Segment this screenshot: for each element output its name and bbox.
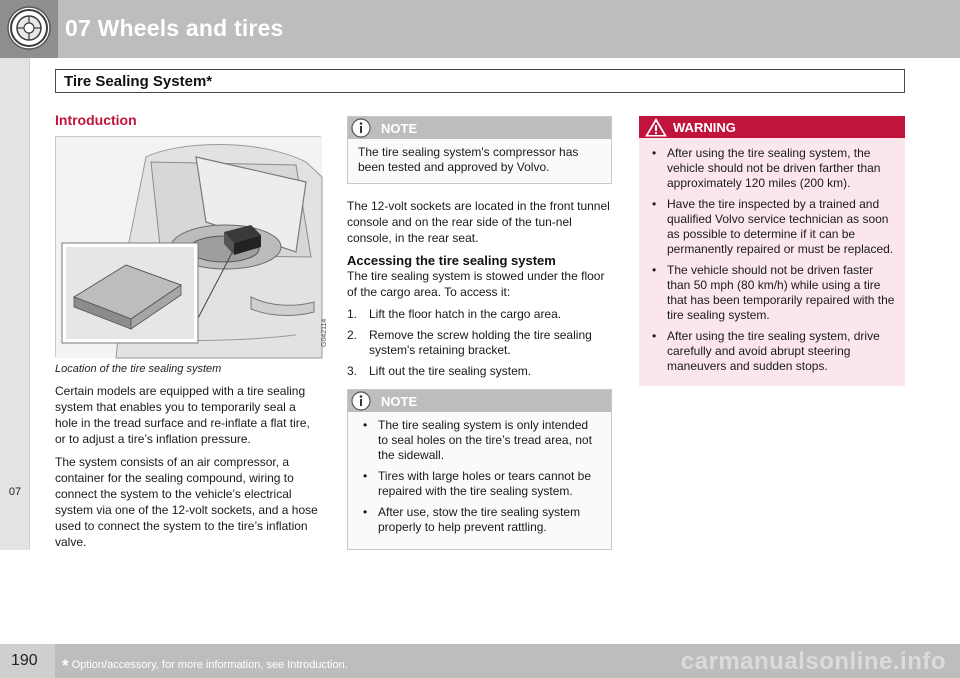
warning-bullet: • After using the tire sealing system, drive carefully and avoid abrupt steering maneuvers and sudden stops. — [647, 329, 897, 374]
column-introduction — [55, 112, 328, 557]
note-label: NOTE — [381, 394, 418, 409]
step-number: 3. — [347, 364, 358, 378]
tire-icon — [6, 5, 52, 51]
note-bullet: • After use, stow the tire sealing system properly to help prevent rattling. — [358, 505, 601, 535]
step-text: Remove the screw holding the tire sealing system's retaining bracket. — [369, 328, 592, 357]
accessing-intro: The tire sealing system is stowed under the floor of the cargo area. To access it: — [347, 269, 605, 299]
page-number-block — [0, 644, 55, 678]
footnote-text: Option/accessory, for more information, see Introduction. — [71, 659, 348, 671]
access-step — [347, 328, 612, 358]
warning-bullet: • The vehicle should not be driven faster than 50 mph (80 km/h) while using a tire that has been temporarily repaired with the tire sealing system. — [647, 263, 897, 323]
intro-paragraph: The system consists of an air compressor, a container for the sealing compound, wiring to connect the system to the vehicle’s electrical system via one of the 12-volt sockets, and a hose used to connect the system to the tire’s inflation valve. — [55, 455, 318, 549]
access-steps-list — [347, 307, 612, 379]
note-bullet: • The tire sealing system is only intended to seal holes on the tire’s tread area, not the sidewall. — [358, 418, 601, 463]
section-title-bar — [55, 69, 905, 93]
chapter-title: 07 Wheels and tires — [65, 15, 284, 41]
access-step — [347, 364, 612, 379]
footnote — [62, 653, 348, 673]
warning-bullet-list — [647, 146, 897, 374]
chapter-side-tab — [0, 58, 30, 550]
note-header — [348, 390, 611, 412]
warning-label: WARNING — [673, 120, 736, 135]
introduction-heading: Introduction — [55, 112, 137, 128]
warning-header — [639, 116, 905, 138]
figure-code: G042114 — [321, 318, 328, 347]
warning-body — [639, 138, 905, 386]
accessing-heading: Accessing the tire sealing system — [347, 253, 556, 268]
step-number: 2. — [347, 328, 358, 342]
car-cargo-illustration — [56, 137, 328, 358]
step-number: 1. — [347, 307, 358, 321]
warning-triangle-icon — [645, 118, 667, 137]
figure-caption: Location of the tire sealing system — [55, 363, 222, 375]
section-title: Tire Sealing System* — [64, 73, 213, 90]
footnote-star: * — [62, 656, 69, 675]
note-label: NOTE — [381, 121, 418, 136]
column-warning — [639, 116, 905, 386]
note-box-usage — [347, 389, 612, 550]
tire-sealing-location-figure — [55, 136, 328, 357]
chapter-header — [0, 0, 960, 58]
info-icon — [351, 391, 371, 411]
page-number: 190 — [11, 652, 38, 669]
sockets-paragraph: The 12-volt sockets are located in the front tunnel console and on the rear side of the tun-nel console, in the rear seat. — [347, 199, 610, 245]
side-tab-label: 07 — [8, 486, 22, 498]
warning-box — [639, 116, 905, 386]
warning-bullet: • Have the tire inspected by a trained and qualified Volvo service technician as soon as possible to determine if it can be permanently repaired or must be replaced. — [647, 197, 897, 257]
step-text: Lift out the tire sealing system. — [369, 364, 532, 378]
page-footer — [0, 644, 960, 678]
note-header — [348, 117, 611, 139]
step-text: Lift the floor hatch in the cargo area. — [369, 307, 562, 321]
note-bullet-list — [358, 418, 601, 535]
note-bullet: • Tires with large holes or tears cannot be repaired with the tire sealing system. — [358, 469, 601, 499]
warning-bullet: • After using the tire sealing system, the vehicle should not be driven farther than approximately 120 miles (200 km). — [647, 146, 897, 191]
access-step — [347, 307, 612, 322]
intro-paragraph: Certain models are equipped with a tire sealing system that enables you to temporarily seal a hole in the tread surface and re-inflate a flat tire, or to adjust a tire’s inflation pressure. — [55, 384, 310, 446]
note-box-compressor — [347, 116, 612, 184]
watermark: carmanualsonline.info — [680, 648, 946, 675]
column-note-access — [347, 116, 612, 550]
info-icon — [351, 118, 371, 138]
note-text: The tire sealing system's compressor has been tested and approved by Volvo. — [358, 145, 579, 174]
note-body — [348, 412, 611, 549]
chapter-icon-block — [0, 0, 58, 58]
